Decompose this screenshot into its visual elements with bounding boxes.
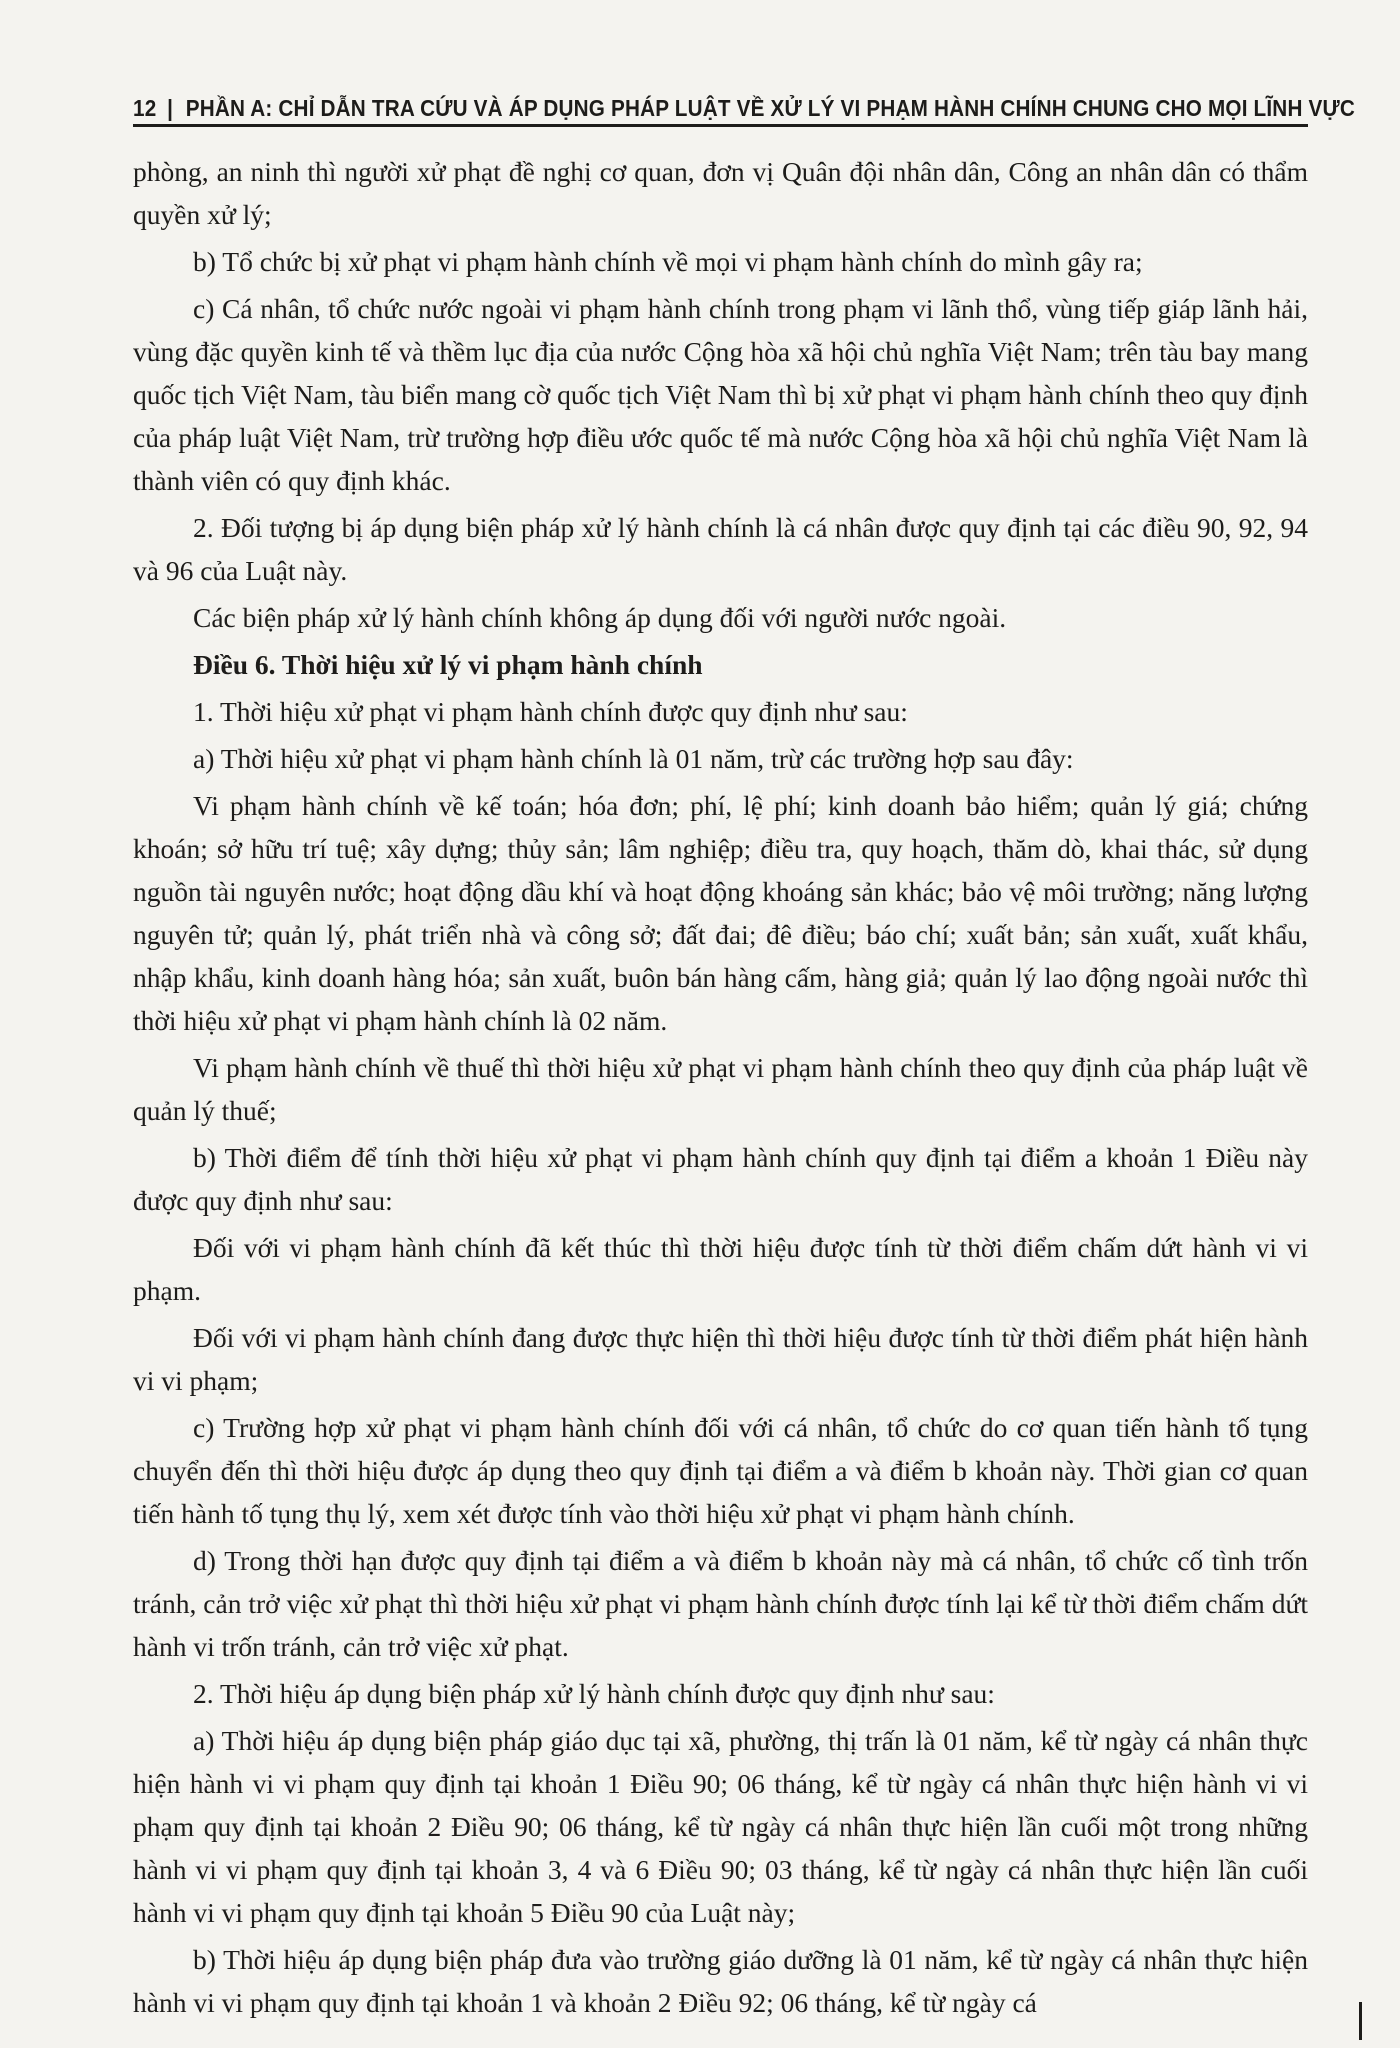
header-rule bbox=[133, 124, 1308, 127]
paragraph: a) Thời hiệu áp dụng biện pháp giáo dục tại xã, phường, thị trấn là 01 năm, kể từ ngày cá nhân thực hiện hành vi vi phạm quy định tại khoản 1 Điều 90; 06 tháng, kể từ ngày cá nhân thực hiện hành vi vi phạm quy định tại khoản 2 Điều 90; 06 tháng, kể từ ngày cá nhân thực hiện lần cuối một trong những hành vi vi phạm quy định tại khoản 3, 4 và 6 Điều 90; 03 tháng, kể từ ngày cá nhân thực hiện lần cuối hành vi vi phạm quy định tại khoản 5 Điều 90 của Luật này; bbox=[133, 1725, 1308, 1928]
page-body bbox=[133, 150, 1308, 2028]
paragraph: Đối với vi phạm hành chính đã kết thúc thì thời hiệu được tính từ thời điểm chấm dứt hành vi vi phạm. bbox=[133, 1232, 1308, 1306]
paragraph: phòng, an ninh thì người xử phạt đề nghị cơ quan, đơn vị Quân đội nhân dân, Công an nhân dân có thẩm quyền xử lý; bbox=[133, 156, 1308, 230]
paragraph: Vi phạm hành chính về thuế thì thời hiệu xử phạt vi phạm hành chính theo quy định của pháp luật về quản lý thuế; bbox=[133, 1052, 1308, 1126]
paragraph: 1. Thời hiệu xử phạt vi phạm hành chính được quy định như sau: bbox=[193, 696, 908, 727]
header-title: PHẦN A: CHỈ DẪN TRA CỨU VÀ ÁP DỤNG PHÁP LUẬT VỀ XỬ LÝ VI PHẠM HÀNH CHÍNH CHUNG CHO MỌI LĨNH VỰC bbox=[185, 95, 1355, 121]
page-edge-mark bbox=[1359, 2002, 1362, 2040]
paragraph: d) Trong thời hạn được quy định tại điểm a và điểm b khoản này mà cá nhân, tổ chức cố tình trốn tránh, cản trở việc xử phạt thì thời hiệu xử phạt vi phạm hành chính được tính lại kể từ thời điểm chấm dứt hành vi trốn tránh, cản trở việc xử phạt. bbox=[133, 1545, 1308, 1662]
paragraph: b) Thời hiệu áp dụng biện pháp đưa vào trường giáo dưỡng là 01 năm, kể từ ngày cá nhân thực hiện hành vi vi phạm quy định tại khoản 1 và khoản 2 Điều 92; 06 tháng, kể từ ngày cá bbox=[133, 1944, 1308, 2018]
paragraph: c) Cá nhân, tổ chức nước ngoài vi phạm hành chính trong phạm vi lãnh thổ, vùng tiếp giáp lãnh hải, vùng đặc quyền kinh tế và thềm lục địa của nước Cộng hòa xã hội chủ nghĩa Việt Nam; trên tàu bay mang quốc tịch Việt Nam, tàu biển mang cờ quốc tịch Việt Nam thì bị xử phạt vi phạm hành chính theo quy định của pháp luật Việt Nam, trừ trường hợp điều ước quốc tế mà nước Cộng hòa xã hội chủ nghĩa Việt Nam là thành viên có quy định khác. bbox=[133, 293, 1308, 496]
paragraph: Vi phạm hành chính về kế toán; hóa đơn; phí, lệ phí; kinh doanh bảo hiểm; quản lý giá; chứng khoán; sở hữu trí tuệ; xây dựng; thủy sản; lâm nghiệp; điều tra, quy hoạch, thăm dò, khai thác, sử dụng nguồn tài nguyên nước; hoạt động dầu khí và hoạt động khoáng sản khác; bảo vệ môi trường; năng lượng nguyên tử; quản lý, phát triển nhà và công sở; đất đai; đê điều; báo chí; xuất bản; sản xuất, xuất khẩu, nhập khẩu, kinh doanh hàng hóa; sản xuất, buôn bán hàng cấm, hàng giả; quản lý lao động ngoài nước thì thời hiệu xử phạt vi phạm hành chính là 02 năm. bbox=[133, 790, 1308, 1036]
paragraph: 2. Đối tượng bị áp dụng biện pháp xử lý hành chính là cá nhân được quy định tại các điều 90, 92, 94 và 96 của Luật này. bbox=[133, 512, 1308, 586]
paragraph: b) Tổ chức bị xử phạt vi phạm hành chính về mọi vi phạm hành chính do mình gây ra; bbox=[193, 246, 1143, 277]
running-header bbox=[133, 82, 1355, 122]
paragraph: Các biện pháp xử lý hành chính không áp dụng đối với người nước ngoài. bbox=[193, 602, 1007, 633]
header-separator: | bbox=[167, 95, 174, 121]
paragraph: c) Trường hợp xử phạt vi phạm hành chính đối với cá nhân, tổ chức do cơ quan tiến hành tố tụng chuyển đến thì thời hiệu được áp dụng theo quy định tại điểm a và điểm b khoản này. Thời gian cơ quan tiến hành tố tụng thụ lý, xem xét được tính vào thời hiệu xử phạt vi phạm hành chính. bbox=[133, 1412, 1308, 1529]
paragraph: Đối với vi phạm hành chính đang được thực hiện thì thời hiệu được tính từ thời điểm phát hiện hành vi vi phạm; bbox=[133, 1322, 1308, 1396]
paragraph: b) Thời điểm để tính thời hiệu xử phạt vi phạm hành chính quy định tại điểm a khoản 1 Điều này được quy định như sau: bbox=[133, 1142, 1308, 1216]
article-heading: Điều 6. Thời hiệu xử lý vi phạm hành chính bbox=[193, 649, 703, 680]
paragraph: 2. Thời hiệu áp dụng biện pháp xử lý hành chính được quy định như sau: bbox=[193, 1678, 995, 1709]
page-number: 12 bbox=[133, 95, 157, 121]
paragraph: a) Thời hiệu xử phạt vi phạm hành chính là 01 năm, trừ các trường hợp sau đây: bbox=[193, 743, 1074, 774]
